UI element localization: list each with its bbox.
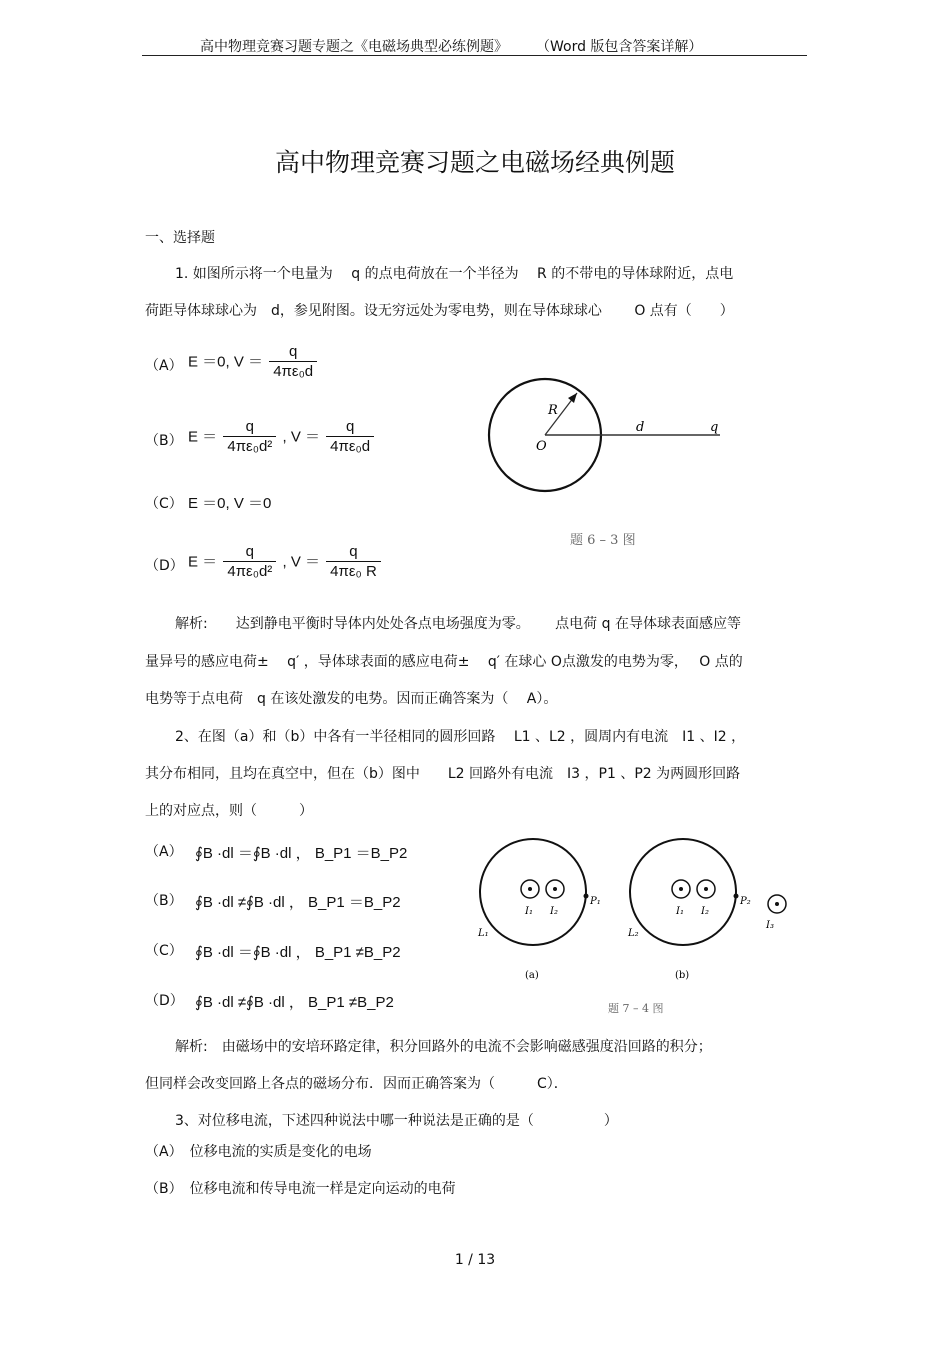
radius-arrowhead (568, 393, 577, 403)
q1-option-d-label: （D） (145, 558, 184, 574)
current-I2-a-dot (553, 887, 557, 891)
q1-b-den2: 4πε₀d (330, 438, 371, 455)
q2-option-b-formula: ∮B ·dl ≠∮B ·dl ， B_P1 ＝B_P2 (195, 894, 401, 911)
label-I1-a: I₁ (525, 906, 533, 917)
header-rule (142, 55, 807, 56)
q2-option-c-label: （C） (145, 943, 183, 959)
q2-answer-line1: 解析: 由磁场中的安培环路定律，积分回路外的电流不会影响磁感强度沿回路的积分； (175, 1039, 712, 1055)
q3-line1: 3、对位移电流，下述四种说法中哪一种说法是正确的是（ ） (175, 1113, 618, 1129)
loop-L2 (630, 839, 736, 945)
loop-L1 (480, 839, 586, 945)
page-header: 高中物理竞赛习题专题之《电磁场典型必练例题》 （Word 版包含答案详解） (200, 39, 703, 55)
q1-option-c-label: （C） (145, 496, 183, 512)
document-title: 高中物理竞赛习题之电磁场经典例题 (274, 148, 675, 177)
q1-d-den1: 4πε₀d² (227, 563, 273, 580)
q1-b-num1: q (223, 418, 276, 437)
q2-line3: 上的对应点，则（ ） (145, 803, 313, 819)
q1-d-den2: 4πε₀ R (330, 563, 377, 580)
label-P2: P₂ (740, 896, 751, 907)
q1-b-den1: 4πε₀d² (227, 438, 273, 455)
q1-d-frac2 (326, 543, 381, 582)
q3-option-b: （B） 位移电流和传导电流一样是定向运动的电荷 (145, 1181, 456, 1197)
q1-a-den: 4πε₀d (273, 363, 314, 380)
q1-b-num2: q (326, 418, 374, 437)
q2-line2: 其分布相同，且均在真空中，但在（b）图中 L2 回路外有电流 I3 ，P1 、P2 为两圆形回路 (145, 766, 741, 782)
q1-option-b-formula (188, 418, 376, 457)
q1-a-left: E ＝0, V ＝ (188, 353, 264, 371)
q2-answer-line2: 但同样会改变回路上各点的磁场分布．因而正确答案为（ C）． (145, 1076, 568, 1092)
label-R: R (548, 403, 558, 418)
q1-b-frac2 (326, 418, 374, 457)
q1-a-fraction (269, 343, 317, 382)
label-I2-a: I₂ (550, 906, 558, 917)
label-I1-b: I₁ (676, 906, 684, 917)
q1-b-e: E ＝ (188, 428, 218, 446)
q1-d-num2: q (326, 543, 381, 562)
q1-option-a-formula (188, 343, 319, 382)
current-I1-b-dot (679, 887, 683, 891)
q1-a-num: q (269, 343, 317, 362)
q1-option-b-label: （B） (145, 433, 183, 449)
q1-answer-line3: 电势等于点电荷 q 在该处激发的电势。因而正确答案为（ A）。 (145, 691, 558, 707)
q1-d-frac1 (223, 543, 276, 582)
current-I3-dot (775, 902, 779, 906)
current-I1-a-dot (528, 887, 532, 891)
label-P1: P₁ (590, 896, 601, 907)
page-number: 1 / 13 (454, 1252, 496, 1268)
q2-option-b-label: （B） (145, 893, 183, 909)
q1-line1: 1. 如图所示将一个电量为 q 的点电荷放在一个半径为 R 的不带电的导体球附近，点电 (175, 266, 734, 282)
q1-line2: 荷距导体球球心为 d，参见附图。设无穷远处为零电势，则在导体球球心 O 点有（ ） (145, 303, 734, 319)
q1-b-frac1 (223, 418, 276, 457)
figure-7-4-caption: 题 7 – 4 图 (608, 1002, 664, 1015)
q1-answer-line2: 量异号的感应电荷± q′ ，导体球表面的感应电荷± q′ 在球心 O点激发的电势为零， O 点的 (145, 654, 743, 670)
q2-option-d-formula: ∮B ·dl ≠∮B ·dl ， B_P1 ≠B_P2 (195, 994, 394, 1011)
q1-option-c-formula: E ＝0, V ＝0 (188, 495, 272, 512)
q1-option-a-label: （A） (145, 358, 183, 374)
q1-option-d-formula (188, 543, 383, 582)
label-q: q (710, 420, 719, 435)
q2-option-a-formula: ∮B ·dl ＝∮B ·dl ， B_P1 ＝B_P2 (195, 845, 408, 862)
q2-option-c-formula: ∮B ·dl ＝∮B ·dl ， B_P1 ≠B_P2 (195, 944, 401, 961)
label-L2: L₂ (628, 928, 639, 939)
figure-6-3 (480, 370, 740, 560)
q1-d-e: E ＝ (188, 553, 218, 571)
figure-7-4 (470, 830, 800, 1025)
q2-line1: 2、在图（a）和（b）中各有一半径相同的圆形回路 L1 、L2 ，圆周内有电流 I1 、I2 ， (175, 729, 746, 745)
point-P2 (734, 894, 739, 899)
label-L1: L₁ (478, 928, 489, 939)
q2-option-a-label: （A） (145, 844, 183, 860)
q3-option-a: （A） 位移电流的实质是变化的电场 (145, 1144, 372, 1160)
label-a: (a) (525, 970, 539, 981)
current-I2-b-dot (704, 887, 708, 891)
q1-b-v: , V ＝ (282, 428, 320, 446)
q1-answer-line1: 解析: 达到静电平衡时导体内处处各点电场强度为零。 点电荷 q 在导体球表面感应等 (175, 616, 741, 632)
section-heading: 一、选择题 (145, 230, 215, 246)
q1-d-num1: q (223, 543, 276, 562)
label-d: d (636, 420, 645, 435)
figure-6-3-caption: 题 6 – 3 图 (570, 533, 636, 548)
q1-d-v: , V ＝ (282, 553, 320, 571)
label-O: O (536, 439, 547, 454)
label-b: (b) (675, 970, 690, 981)
label-I2-b: I₂ (701, 906, 709, 917)
q2-option-d-label: （D） (145, 993, 184, 1009)
point-P1 (584, 894, 589, 899)
label-I3: I₃ (766, 920, 774, 931)
